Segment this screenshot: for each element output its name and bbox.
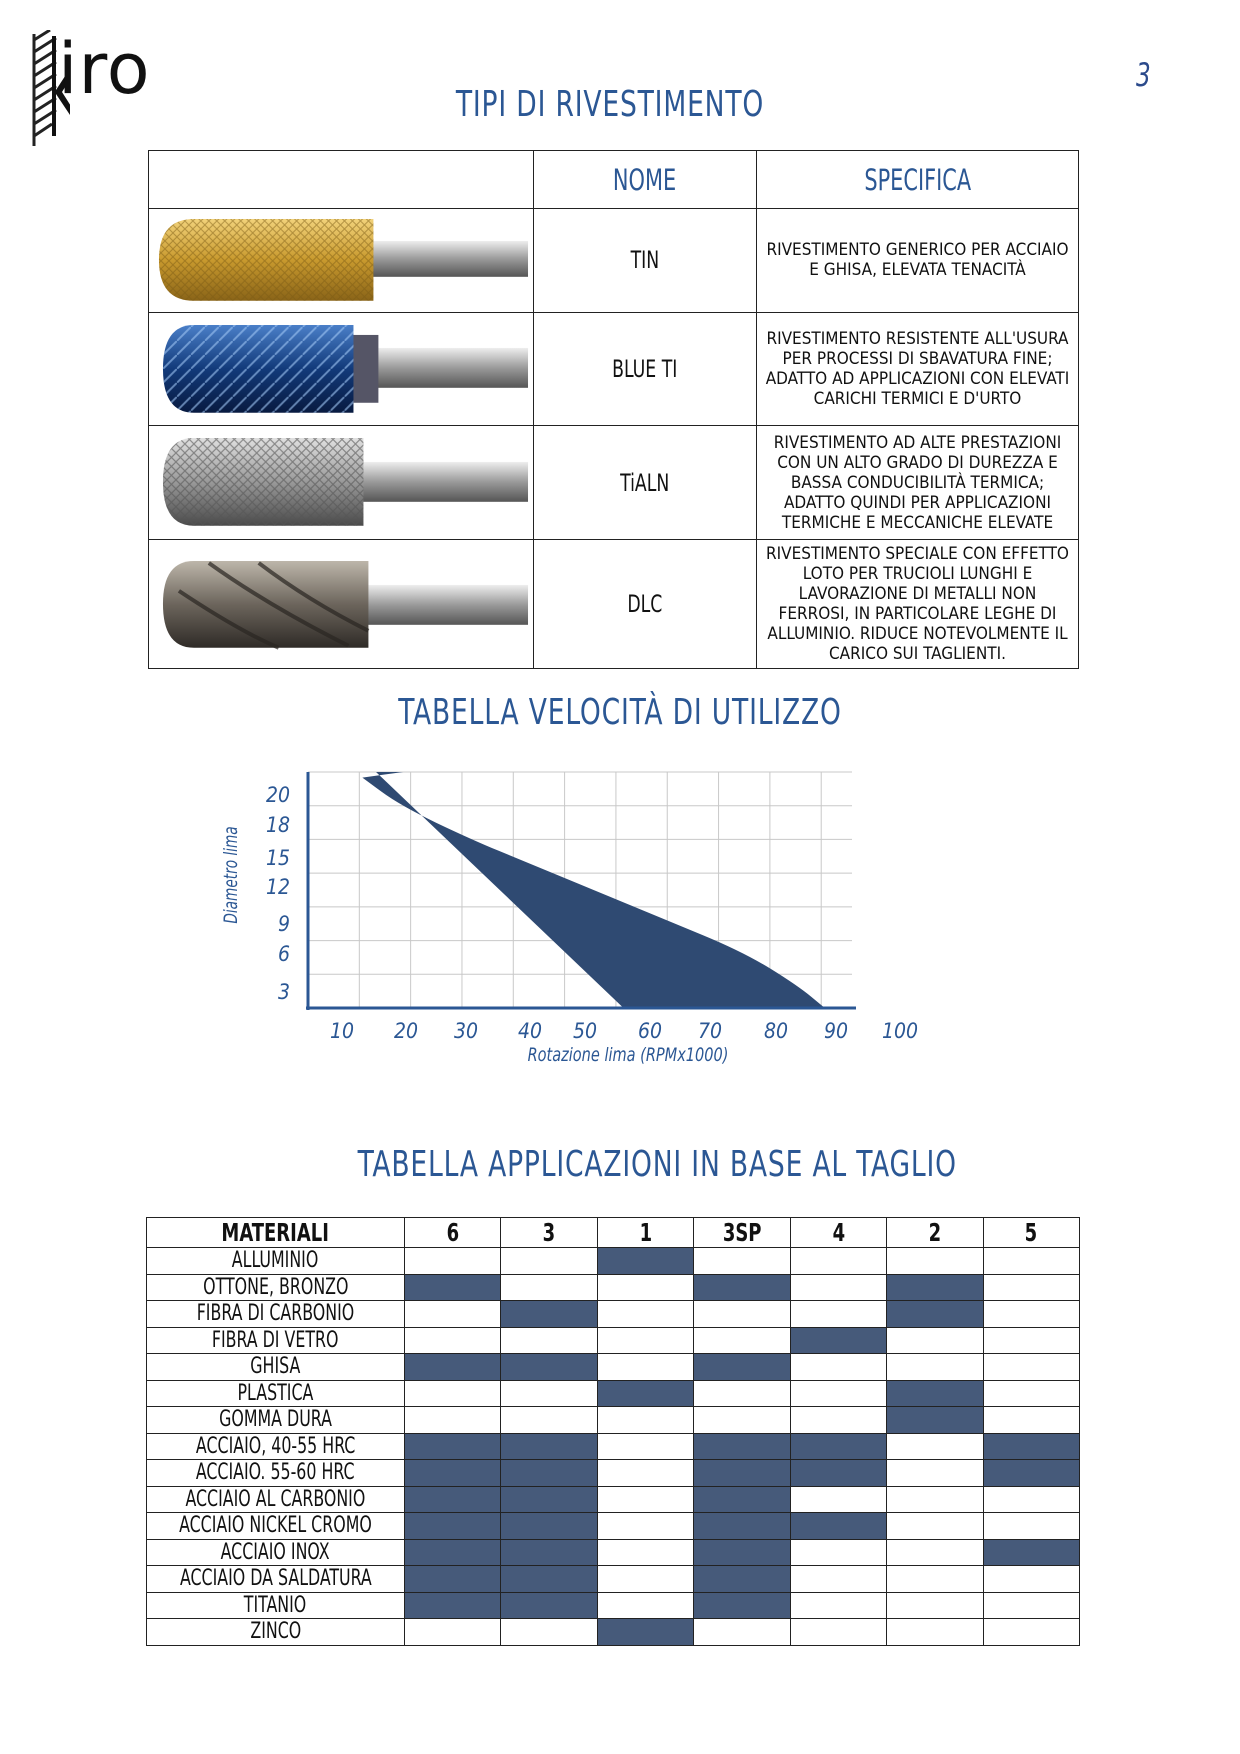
application-cell-empty xyxy=(597,1301,693,1328)
application-cell-empty xyxy=(405,1327,501,1354)
application-cell-empty xyxy=(597,1354,693,1381)
coating-row-dlc xyxy=(149,540,1079,669)
y-tick-label: 3 xyxy=(277,980,290,1004)
application-cell-empty xyxy=(597,1407,693,1434)
application-cell-filled xyxy=(694,1592,790,1619)
coatings-table xyxy=(148,150,1079,669)
application-cell-empty xyxy=(597,1513,693,1540)
application-cell-empty xyxy=(983,1380,1079,1407)
application-cell-filled xyxy=(790,1513,886,1540)
table-row xyxy=(147,1619,1080,1646)
coating-spec-dlc: RIVESTIMENTO SPECIALE CON EFFETTO LOTO PER TRUCIOLI LUNGHI E LAVORAZIONE DI METALLI NON FERROSI, IN PARTICOLARE LEGHE DI ALLUMINIO. RIDUCE NOTEVOLMENTE IL CARICO SUI TAGLIENTI. xyxy=(757,540,1079,669)
application-cell-empty xyxy=(887,1327,983,1354)
column-header: 1 xyxy=(597,1218,693,1248)
table-row xyxy=(147,1248,1080,1275)
table-row xyxy=(147,1327,1080,1354)
application-cell-empty xyxy=(887,1566,983,1593)
application-cell-filled xyxy=(790,1433,886,1460)
application-cell-empty xyxy=(790,1248,886,1275)
table-row xyxy=(147,1513,1080,1540)
application-cell-empty xyxy=(501,1248,597,1275)
kiro-logo xyxy=(30,26,170,146)
application-cell-filled xyxy=(405,1592,501,1619)
y-axis-label: Diametro lima xyxy=(220,826,243,924)
table-row xyxy=(147,1407,1080,1434)
coating-row-blue-ti xyxy=(149,312,1079,426)
material-name: PLASTICA xyxy=(147,1380,405,1407)
table-row xyxy=(147,1380,1080,1407)
application-cell-empty xyxy=(983,1407,1079,1434)
material-name: ACCIAIO, 40-55 HRC xyxy=(147,1433,405,1460)
materials-header: MATERIALI xyxy=(147,1218,405,1248)
application-cell-empty xyxy=(790,1274,886,1301)
coating-spec-blue-ti: RIVESTIMENTO RESISTENTE ALL'USURA PER PROCESSI DI SBAVATURA FINE; ADATTO AD APPLICAZIONI CON ELEVATI CARICHI TERMICI E D'URTO xyxy=(757,312,1079,426)
application-cell-filled xyxy=(405,1433,501,1460)
page-number: 3 xyxy=(1136,56,1151,94)
application-cell-filled xyxy=(405,1274,501,1301)
application-cell-filled xyxy=(887,1380,983,1407)
application-cell-filled xyxy=(983,1539,1079,1566)
logo-text: iro xyxy=(58,28,151,110)
y-tick-label: 9 xyxy=(277,912,290,936)
application-cell-empty xyxy=(887,1248,983,1275)
table-row xyxy=(147,1539,1080,1566)
table-row xyxy=(147,1486,1080,1513)
application-cell-filled xyxy=(501,1301,597,1328)
application-cell-empty xyxy=(887,1539,983,1566)
application-cell-filled xyxy=(501,1592,597,1619)
application-cell-empty xyxy=(983,1486,1079,1513)
column-header: 3 xyxy=(501,1218,597,1248)
x-tick-label: 60 xyxy=(637,1019,663,1043)
coating-row-tin xyxy=(149,209,1079,313)
speed-band-area xyxy=(362,772,824,1008)
application-cell-filled xyxy=(694,1354,790,1381)
application-cell-empty xyxy=(983,1566,1079,1593)
material-name: OTTONE, BRONZO xyxy=(147,1274,405,1301)
blue-ti-burr-icon xyxy=(149,313,533,426)
application-cell-filled xyxy=(983,1433,1079,1460)
applications-header-row xyxy=(147,1218,1080,1248)
material-name: FIBRA DI CARBONIO xyxy=(147,1301,405,1328)
application-cell-filled xyxy=(501,1433,597,1460)
application-cell-filled xyxy=(597,1380,693,1407)
column-header: 3SP xyxy=(694,1218,790,1248)
application-cell-filled xyxy=(501,1354,597,1381)
application-cell-filled xyxy=(983,1460,1079,1487)
application-cell-filled xyxy=(597,1619,693,1646)
application-cell-empty xyxy=(790,1407,886,1434)
material-name: GHISA xyxy=(147,1354,405,1381)
application-cell-empty xyxy=(790,1486,886,1513)
application-cell-empty xyxy=(694,1301,790,1328)
x-tick-label: 80 xyxy=(763,1019,789,1043)
column-header: 2 xyxy=(887,1218,983,1248)
application-cell-empty xyxy=(597,1460,693,1487)
application-cell-empty xyxy=(983,1513,1079,1540)
coating-image-dlc xyxy=(149,540,534,669)
coating-image-tin xyxy=(149,209,534,313)
application-cell-empty xyxy=(405,1301,501,1328)
application-cell-empty xyxy=(597,1486,693,1513)
table-row xyxy=(147,1433,1080,1460)
application-cell-empty xyxy=(597,1539,693,1566)
coatings-header-spec: SPECIFICA xyxy=(757,151,1079,209)
coating-spec-tialn: RIVESTIMENTO AD ALTE PRESTAZIONI CON UN ALTO GRADO DI DUREZZA E BASSA CONDUCIBILITÀ TERMICA; ADATTO QUINDI PER APPLICAZIONI TERMICHE E MECCANICHE ELEVATE xyxy=(757,426,1079,540)
y-tick-label: 20 xyxy=(265,783,290,807)
application-cell-empty xyxy=(887,1513,983,1540)
application-cell-empty xyxy=(887,1354,983,1381)
application-cell-empty xyxy=(597,1433,693,1460)
application-cell-filled xyxy=(790,1327,886,1354)
material-name: GOMMA DURA xyxy=(147,1407,405,1434)
application-cell-filled xyxy=(597,1248,693,1275)
material-name: ACCIAIO. 55-60 HRC xyxy=(147,1460,405,1487)
application-cell-empty xyxy=(597,1274,693,1301)
coatings-header-image xyxy=(149,151,534,209)
x-tick-label: 90 xyxy=(823,1019,849,1043)
application-cell-empty xyxy=(983,1592,1079,1619)
application-cell-empty xyxy=(983,1619,1079,1646)
coatings-header-name: NOME xyxy=(534,151,757,209)
application-cell-empty xyxy=(887,1460,983,1487)
coating-name-blue-ti: BLUE TI xyxy=(534,312,757,426)
x-tick-label: 70 xyxy=(697,1019,723,1043)
application-cell-empty xyxy=(790,1619,886,1646)
application-cell-filled xyxy=(405,1460,501,1487)
material-name: ACCIAIO INOX xyxy=(147,1539,405,1566)
application-cell-empty xyxy=(790,1539,886,1566)
y-tick-label: 15 xyxy=(265,846,290,870)
application-cell-empty xyxy=(887,1619,983,1646)
application-cell-filled xyxy=(694,1486,790,1513)
application-cell-empty xyxy=(501,1407,597,1434)
y-tick-label: 12 xyxy=(265,875,290,899)
application-cell-empty xyxy=(790,1592,886,1619)
application-cell-filled xyxy=(501,1486,597,1513)
coating-spec-tin: RIVESTIMENTO GENERICO PER ACCIAIO E GHISA, ELEVATA TENACITÀ xyxy=(757,209,1079,313)
y-tick-label: 18 xyxy=(265,813,290,837)
application-cell-empty xyxy=(983,1327,1079,1354)
application-cell-empty xyxy=(887,1592,983,1619)
material-name: FIBRA DI VETRO xyxy=(147,1327,405,1354)
x-axis-label: Rotazione lima (RPMx1000) xyxy=(527,1044,729,1067)
x-tick-label: 50 xyxy=(572,1019,598,1043)
tialn-burr-icon xyxy=(149,426,533,539)
application-cell-empty xyxy=(405,1407,501,1434)
application-cell-filled xyxy=(501,1460,597,1487)
application-cell-empty xyxy=(887,1486,983,1513)
application-cell-filled xyxy=(694,1460,790,1487)
x-tick-label: 30 xyxy=(453,1019,479,1043)
application-cell-filled xyxy=(501,1539,597,1566)
y-tick-label: 6 xyxy=(277,942,290,966)
application-cell-filled xyxy=(501,1566,597,1593)
coating-row-tialn xyxy=(149,426,1079,540)
table-row xyxy=(147,1566,1080,1593)
application-cell-empty xyxy=(501,1274,597,1301)
application-cell-empty xyxy=(790,1301,886,1328)
material-name: ZINCO xyxy=(147,1619,405,1646)
application-cell-filled xyxy=(501,1513,597,1540)
application-cell-filled xyxy=(694,1539,790,1566)
application-cell-filled xyxy=(694,1274,790,1301)
gold-tin-burr-icon xyxy=(149,209,533,312)
coating-image-tialn xyxy=(149,426,534,540)
table-row xyxy=(147,1274,1080,1301)
application-cell-empty xyxy=(501,1327,597,1354)
application-cell-empty xyxy=(790,1380,886,1407)
application-cell-filled xyxy=(694,1433,790,1460)
speed-title: TABELLA VELOCITÀ DI UTILIZZO xyxy=(398,692,842,733)
table-row xyxy=(147,1301,1080,1328)
table-row xyxy=(147,1354,1080,1381)
speed-chart xyxy=(210,760,970,1090)
x-tick-label: 10 xyxy=(329,1019,355,1043)
application-cell-empty xyxy=(405,1380,501,1407)
x-tick-label: 100 xyxy=(881,1019,919,1043)
application-cell-filled xyxy=(694,1513,790,1540)
application-cell-empty xyxy=(405,1619,501,1646)
material-name: ACCIAIO NICKEL CROMO xyxy=(147,1513,405,1540)
application-cell-empty xyxy=(694,1407,790,1434)
x-tick-label: 40 xyxy=(517,1019,543,1043)
table-row xyxy=(147,1592,1080,1619)
coating-name-dlc: DLC xyxy=(534,540,757,669)
coating-name-tialn: TiALN xyxy=(534,426,757,540)
application-cell-filled xyxy=(405,1566,501,1593)
dlc-burr-icon xyxy=(149,551,533,658)
application-cell-filled xyxy=(887,1274,983,1301)
application-cell-empty xyxy=(597,1566,693,1593)
application-cell-filled xyxy=(405,1486,501,1513)
application-cell-filled xyxy=(887,1407,983,1434)
application-cell-filled xyxy=(694,1566,790,1593)
application-cell-empty xyxy=(887,1433,983,1460)
application-cell-empty xyxy=(597,1327,693,1354)
application-cell-empty xyxy=(405,1248,501,1275)
application-cell-empty xyxy=(694,1380,790,1407)
column-header: 6 xyxy=(405,1218,501,1248)
material-name: ACCIAIO AL CARBONIO xyxy=(147,1486,405,1513)
material-name: ACCIAIO DA SALDATURA xyxy=(147,1566,405,1593)
application-cell-empty xyxy=(597,1592,693,1619)
application-cell-empty xyxy=(501,1380,597,1407)
application-cell-filled xyxy=(405,1513,501,1540)
application-cell-empty xyxy=(790,1354,886,1381)
material-name: ALLUMINIO xyxy=(147,1248,405,1275)
coatings-title: TIPI DI RIVESTIMENTO xyxy=(455,84,765,125)
application-cell-filled xyxy=(405,1354,501,1381)
application-cell-filled xyxy=(790,1460,886,1487)
application-cell-empty xyxy=(694,1619,790,1646)
application-cell-empty xyxy=(694,1248,790,1275)
coatings-header-row xyxy=(149,151,1079,209)
column-header: 5 xyxy=(983,1218,1079,1248)
column-header: 4 xyxy=(790,1218,886,1248)
coating-image-blue-ti xyxy=(149,312,534,426)
application-cell-empty xyxy=(983,1248,1079,1275)
table-row xyxy=(147,1460,1080,1487)
application-cell-filled xyxy=(405,1539,501,1566)
application-cell-empty xyxy=(501,1619,597,1646)
application-cell-empty xyxy=(694,1327,790,1354)
application-cell-empty xyxy=(983,1301,1079,1328)
application-cell-empty xyxy=(983,1274,1079,1301)
applications-title: TABELLA APPLICAZIONI IN BASE AL TAGLIO xyxy=(357,1144,957,1185)
application-cell-empty xyxy=(790,1566,886,1593)
coating-name-tin: TIN xyxy=(534,209,757,313)
applications-table xyxy=(146,1217,1080,1646)
application-cell-empty xyxy=(983,1354,1079,1381)
application-cell-filled xyxy=(887,1301,983,1328)
x-tick-label: 20 xyxy=(393,1019,419,1043)
material-name: TITANIO xyxy=(147,1592,405,1619)
